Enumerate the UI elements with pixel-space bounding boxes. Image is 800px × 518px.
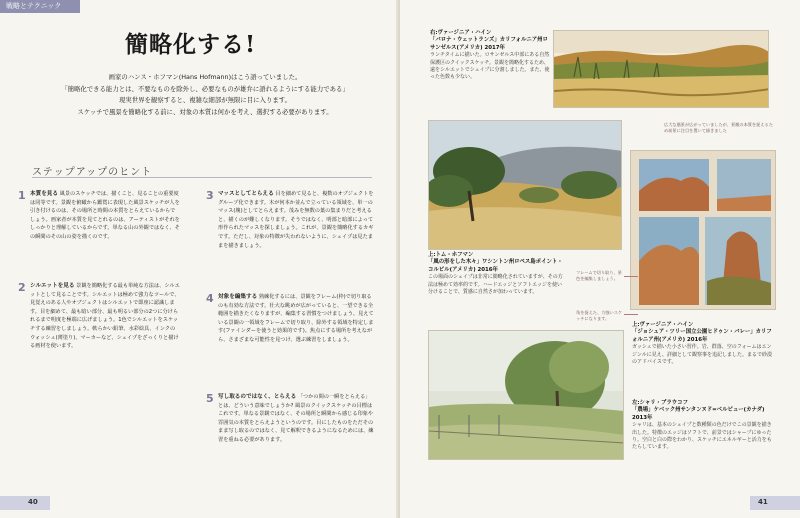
caption-artist: 上:ヴァージニア・ハイン [632,322,694,328]
caption-wind-trees [428,252,566,296]
caption-text: ガッシュで描いた小さい習作。岩、群落、空のフォームはエンジンルに見え、詳細として観察事を追記しました。まるで砂漠のアドバイスです。 [632,344,773,366]
painting-wetlands [553,30,769,108]
folio-left [0,496,50,510]
page-title: 簡略化する! [125,31,257,58]
tip-3 [206,190,374,250]
farm-illustration [429,331,624,460]
tip-title: 本質を見る [30,191,58,197]
painting-wind-trees [428,120,622,250]
tip-1 [18,190,180,242]
painting-farm [428,330,624,460]
caption-artist: 左:シャリ・ブラウコフ [632,400,688,406]
caption-text: シャリは、基本のシェイプと数種類の色だけでこの景観を描き出した。特徴のエッジはソフトで、前景ではシャープにゆったり。空白と白の際をわかり、スケッチにエネルギーと活力をもたらしています。 [632,422,772,451]
tip-text: 「つかの間の一瞬をとらえる」とは、どういう意味でしょうか? 風景のクイックスケッチの目標はこれです。単なる景観ではなく、その場所と瞬間から感じる印象や雰囲気の本質をとらえようというのです。目にしたものをただそのまま写し取るのではなく、見て解釈できるようになるためには、練習を重ねる必要があります。 [218,394,374,443]
folio-right [750,496,800,510]
tip-number: 1 [18,189,26,202]
caption-farm [632,400,772,452]
tip-text: 景観を簡略化する最も単純な方法は、シルエットとして見ることです。シルエットは極めて強力なツールで、見覚えのある人やオブジェクトはシルエットで即座に認識します。目を細めて、最も暗い部分、最も明るい部分の2つに分けられるまで明度を極端に広げましょう。1色でシルエットをスケッチする練習をしましょう。軟らかい鉛筆、水彩絵具、インクのウォッシュ(薄塗り)、マーカーなど、シェイプをざっくりと描ける画材を使います。 [30,283,180,350]
section-tab: 戦略とテクニック [0,0,80,13]
intro-text [40,72,370,118]
tip-title: マッスとしてとらえる [218,191,274,197]
tip-title: 対象を編集する [218,294,258,300]
caption-title: 「農場」ケベック州サンタンヌド=ベルビュー(カナダ) 2013年 [632,407,765,421]
caption-title: 「バロナ・ウェットランズ」カリフォルニア州ロサンゼルス(アメリカ) 2017年 [430,37,548,51]
tip-4 [206,293,374,345]
tip-text: 目を細めて見ると、複数のオブジェクトをグループ化できます。木が何本か並んで立っている領域を、単一のマッス(塊)としてとらえます。茂みを無数の葉の集まりだと考えると、描くのが難しくなります。そうではなく、明部と暗部によって形作られたマッスを探しましょう。これが、景観を簡略化するカギです。ただし、対象の特徴が失われないように、シェイプは見たままを描きましょう。 [218,191,374,249]
intro-line: 現実世界を観察すると、複雑な細部が無限に目に入ります。 [118,96,292,104]
note-low: 角を捉えた、力強いスケッチになります。 [576,310,623,321]
tip-number: 3 [206,189,214,202]
tips-divider [32,177,372,178]
caption-hidden-valley [632,322,772,366]
hidden-valley-illustration [631,151,776,310]
tip-title: 写し取るのではなく、とらえる [218,394,297,400]
tip-text: 熟練化するには、景観をフレーム(枠)で切り取るのも有効な方法です。壮大な眺めが広がっていると、一望できる全範囲を描きたくなりますが、編集する習慣をつけましょう。見えている景観の一領域をフレームで切り取り、除外する領域を特定します(ファインダーを使うと効果的です)。焦点にする場所を考えながら、さまざまな可能性を見つけ、選ぶ練習をしましょう。 [218,294,374,343]
intro-line: スケッチで風景を簡略化する前に、対象の本質は何かを考え、選択する必要があります。 [77,107,333,116]
note-top: 広大な風景が広がっていましたが、景観の本質を捉えるため前景に注目を置いて描きました [664,122,773,133]
tip-number: 2 [18,281,26,294]
note-mid: フレームで切り取り、景色を編集しましょう。 [576,270,622,281]
caption-title: 「風の形をした木々」ワシントン州ロペス島ポイント・コルビル(アメリカ) 2016年 [428,259,563,273]
intro-line: 画家のハンス・ホフマン(Hans Hofmann)はこう語っていました。 [108,73,302,81]
page-number: 41 [758,498,768,506]
caption-title: 「ジョシュア・ツリー国立公園ヒドゥン・バレー」カリフォルニア州(アメリカ) 2016年 [632,329,772,343]
caption-text: この場面のシェイプは非常に簡略化されていますが、その方法は極めて効率的です。ハードエッジとソフトエッジを使い分けることで、質感に自然さが加わっています。 [428,274,563,296]
right-page [400,0,800,518]
wind-trees-illustration [429,121,622,250]
note-leader [624,314,638,315]
caption-text: ランチタイムに描いた。ロサンゼルス中部にある自然保護区のクイックスケッチ。景観を簡略化するため、遠をシルエットでシェイプに分割しました。また、使った色数も少ない。 [430,52,550,81]
painting-hidden-valley [630,150,776,310]
tips-heading: ステップアップのヒント [32,167,153,178]
tip-number: 4 [206,292,214,305]
tip-2 [18,282,180,351]
caption-artist: 上:トム・ホフマン [428,252,474,258]
page-number: 40 [28,498,38,506]
wetlands-illustration [554,31,769,108]
tip-title: シルエットを見る [30,283,75,289]
tip-number: 5 [206,392,214,405]
caption-wetlands [430,30,550,82]
note-leader [624,276,638,277]
caption-artist: 右:ヴァージニア・ハイン [430,30,492,36]
tip-5 [206,393,374,445]
tip-text: 風景のスケッチでは、描くこと、見ることの重要度は同等です。景観を俯瞰から鑑賞に表現した風景スケッチが人を引き付けるのは、その場所と時間の本質をとらえているからでしょう。画家者が本質を見てとれるのは、アーティストがそれをしっかりと理解しているからです。単なる山の外観ではなく、その瞬間のその山の姿を描くのです。 [30,191,180,240]
intro-line: 「簡略化できる能力とは、不要なものを除外し、必要なものが雄弁に語れるようにする能力である」 [61,84,349,93]
